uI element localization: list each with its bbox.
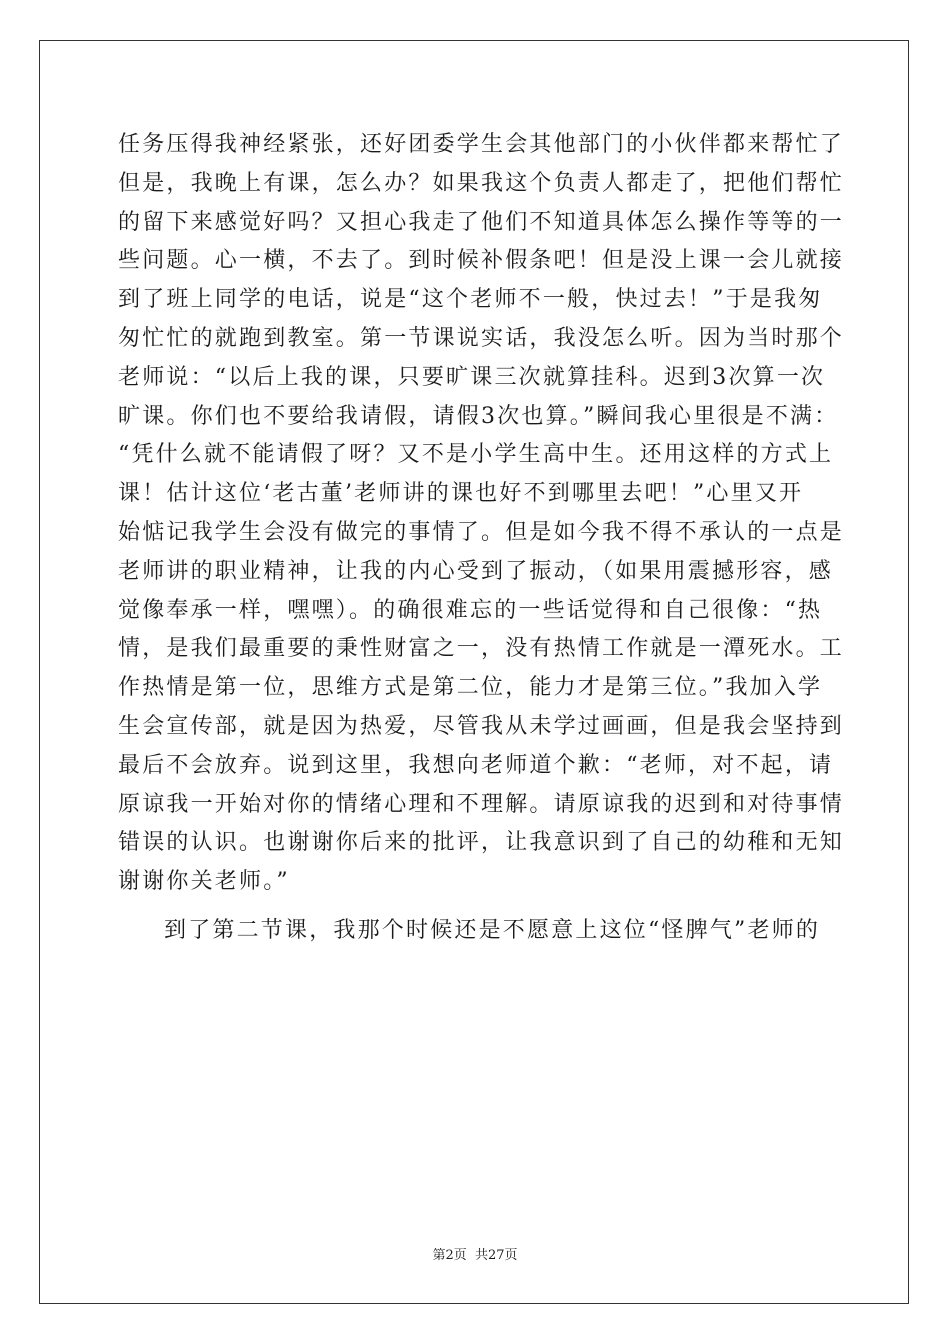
text-line: 老师说：“以后上我的课，只要旷课三次就算挂科。迟到3次算一次 [118, 364, 826, 390]
text-line: 最后不会放弃。说到这里，我想向老师道个歉：“老师，对不起，请 [118, 752, 834, 778]
text-line: 始惦记我学生会没有做完的事情了。但是如今我不得不承认的一点是 [118, 519, 845, 545]
text-line: 些问题。心一横，不去了。到时候补假条吧！但是没上课一会儿就接 [118, 248, 845, 274]
text-line: 但是，我晚上有课，怎么办？如果我这个负责人都走了，把他们帮忙 [118, 170, 845, 196]
text-line: 任务压得我神经紧张，还好团委学生会其他部门的小伙伴都来帮忙了 [118, 132, 845, 157]
text-line: 到了班上同学的电话，说是“这个老师不一般，快过去！”于是我匆 [118, 287, 823, 313]
paragraph-first-line: 到了第二节课，我那个时候还是不愿意上这位“怪脾气”老师的 [164, 917, 821, 943]
text-line: 错误的认识。也谢谢你后来的批评，让我意识到了自己的幼稚和无知 [118, 830, 845, 856]
text-line: 生会宣传部，就是因为热爱，尽管我从未学过画画，但是我会坚持到 [118, 713, 845, 739]
body-text [118, 126, 845, 951]
text-line: 谢谢你关老师。” [118, 869, 290, 895]
text-line: 旷课。你们也不要给我请假，请假3次也算。”瞬间我心里很是不满： [118, 403, 839, 429]
text-line: 老师讲的职业精神，让我的内心受到了振动，（如果用震撼形容，感 [118, 558, 834, 584]
text-line: 原谅我一开始对你的情绪心理和不理解。请原谅我的迟到和对待事情 [118, 791, 845, 817]
page-total: 共27页 [474, 1248, 518, 1263]
text-line: 的留下来感觉好吗？又担心我走了他们不知道具体怎么操作等等的一 [118, 209, 845, 235]
text-line: 觉像奉承一样，嘿嘿）。的确很难忘的一些话觉得和自己很像：“热 [118, 597, 823, 623]
page-footer [0, 1244, 950, 1263]
text-line: 作热情是第一位，思维方式是第二位，能力才是第三位。”我加入学 [118, 675, 823, 701]
text-line: “凭什么就不能请假了呀？又不是小学生高中生。还用这样的方式上 [118, 442, 834, 468]
text-line: 情，是我们最重要的秉性财富之一，没有热情工作就是一潭死水。工 [118, 636, 845, 662]
text-line: 课！估计这位‘老古董’老师讲的课也好不到哪里去吧！”心里又开 [118, 481, 804, 507]
text-line: 匆忙忙的就跑到教室。第一节课说实话，我没怎么听。因为当时那个 [118, 325, 845, 351]
page-number: 第2页 [432, 1248, 467, 1263]
